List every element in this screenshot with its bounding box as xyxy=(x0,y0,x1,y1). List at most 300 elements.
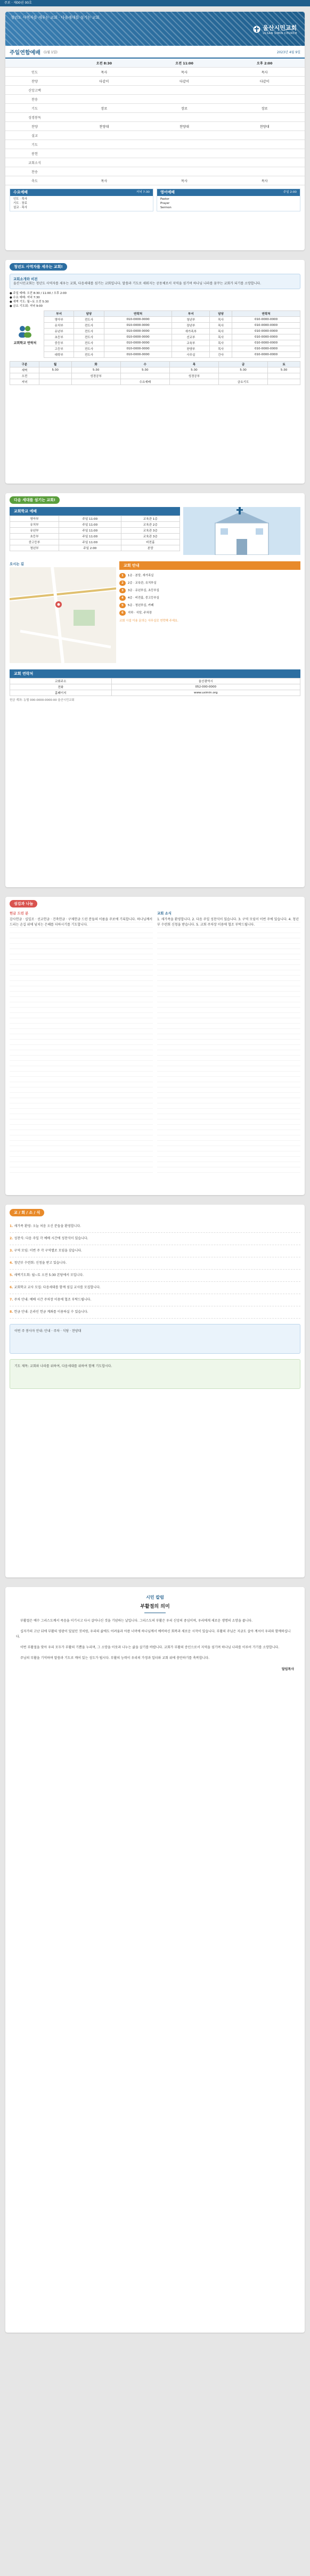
ministry-table xyxy=(10,516,180,551)
contact-row-cell: 교회주소 xyxy=(10,678,112,684)
vision-bullet: ● 수요 예배: 저녁 7:30 xyxy=(10,296,40,299)
worship-order-value: 장로 xyxy=(101,107,108,111)
schedule-row-header-cell: 구분 xyxy=(10,362,39,367)
worship-order-label: 찬양 xyxy=(31,79,38,84)
worship-order-row xyxy=(5,86,305,95)
worship-order-value: 장로 xyxy=(261,107,268,111)
news-item-text: 새벽기도회: 월~토 오전 5:30 본당에서 모입니다. xyxy=(14,1273,84,1277)
staff-row-cell: 전도사 xyxy=(74,340,104,346)
column-paragraph: 십자가의 고난 뒤에 부활의 영광이 있었던 것처럼, 우리의 삶에도 어려움과 아픔 너머에 하나님께서 예비하신 회복과 새로운 시작이 있습니다. 부활의 주님은 지금도 살아 계셔서 우리와 함께하십니다. xyxy=(16,1630,291,1639)
schedule-row-cell: 5:30 xyxy=(268,367,300,373)
schedule-row-header-cell: 금 xyxy=(218,362,267,367)
staff-row-cell: 010-0000-0000 xyxy=(104,323,172,329)
column-title: 시민 칼럼 xyxy=(146,1595,164,1600)
contact-title: 교회 연락처 xyxy=(10,669,300,678)
schedule-row-cell: 새벽 xyxy=(10,367,39,373)
news-item-number: 8. xyxy=(10,1310,14,1314)
worship-order-row xyxy=(5,176,305,185)
ministry-row-cell: 영아부 xyxy=(10,516,59,522)
ministry-card xyxy=(5,493,305,887)
column-head xyxy=(5,1587,305,1613)
step-text: 지하 · 식당, 주차장 xyxy=(127,611,152,615)
worship-title-row xyxy=(5,46,305,59)
vision-bullets xyxy=(10,291,300,308)
offering-columns xyxy=(10,911,300,1173)
worship-order-label: 기도 xyxy=(31,107,38,111)
staff-row-cell: 전도사 xyxy=(74,329,104,334)
schedule-row-cell: 5:30 xyxy=(120,367,169,373)
staff-row-cell: 중등부 xyxy=(44,340,74,346)
staff-row-cell: 목사 xyxy=(210,329,232,334)
news-item xyxy=(10,1233,300,1245)
schedule-row-header-cell: 월 xyxy=(39,362,71,367)
step-number: 6 xyxy=(119,610,126,616)
staff-row-header-cell: 담당 xyxy=(74,311,104,317)
staff-row-header-cell: 연락처 xyxy=(104,311,172,317)
worship-order-value: 다같이 xyxy=(180,79,189,84)
ministry-row-cell: 주일 11:00 xyxy=(59,522,121,528)
schedule-row-cell: 5:30 xyxy=(39,367,71,373)
step-number: 3 xyxy=(119,588,126,593)
ministry-row-cell: 교육관 3층 xyxy=(121,528,180,534)
top-bar xyxy=(0,0,310,6)
vision-bullet: ● 금요 기도회: 저녁 9:00 xyxy=(10,305,43,308)
schedule-row-cell xyxy=(268,379,300,385)
time-2: 오전 11:00 xyxy=(175,61,193,66)
step-item xyxy=(119,572,300,579)
wednesday-body xyxy=(10,196,153,211)
worship-order-row xyxy=(5,95,305,104)
column-paragraph: 이번 부활절을 맞아 우리 모두가 부활의 기쁨을 누리며, 그 소망을 이웃과 나누는 삶을 살기를 바랍니다. 교회가 부활의 증인으로서 지역을 섬기며 하나님 나라를 이루어 가기를 소망합니다. xyxy=(20,1646,280,1649)
vision-intro xyxy=(10,274,300,289)
schedule-row-header-cell: 토 xyxy=(268,362,300,367)
staff-row-cell: 목사 xyxy=(210,334,232,340)
contact-row-cell: 052-000-0000 xyxy=(111,684,300,690)
ministry-row-cell: 청년부 xyxy=(10,545,59,551)
worship-title: 주일연합예배 xyxy=(10,50,40,56)
worship-order-row xyxy=(5,140,305,149)
account-note: 헌금 계좌: 농협 000-0000-0000-00 울산시민교회 xyxy=(10,699,75,702)
schedule-row-cell: 수요예배 xyxy=(120,379,169,385)
staff-label: 교회학교 연락처 xyxy=(13,341,37,345)
map-box xyxy=(10,561,116,664)
worship-order xyxy=(5,68,305,185)
worship-order-label: 인도 xyxy=(31,70,38,75)
ministry-row-cell: 교육관 3층 xyxy=(121,534,180,539)
step-number: 2 xyxy=(119,580,126,586)
wednesday-title: 수요예배 xyxy=(13,190,28,194)
worship-order-row xyxy=(5,149,305,158)
schedule-row-cell: 5:30 xyxy=(218,367,267,373)
ministry-row-cell: 주일 11:00 xyxy=(59,539,121,545)
schedule-row-cell: 5:30 xyxy=(71,367,120,373)
contact-row-cell: www.usimin.org xyxy=(111,690,300,696)
offering-left xyxy=(10,911,153,1173)
church-name-en: ULSAN SIMIN CHURCH xyxy=(263,32,297,35)
staff-row-cell: 전도사 xyxy=(74,346,104,352)
schedule-row xyxy=(10,367,300,373)
worship-times-row xyxy=(5,59,305,68)
worship-order-value: 다같이 xyxy=(259,79,270,84)
english-title: 영어예배 xyxy=(160,190,175,194)
worship-card xyxy=(5,12,305,250)
english-line: Sermon xyxy=(160,206,172,209)
worship-order-value: 찬양대 xyxy=(99,125,109,129)
staff-row-cell: 010-0000-0000 xyxy=(232,334,300,340)
vision-intro-title: 교회소개와 비전 xyxy=(13,277,38,281)
steps-list xyxy=(119,570,300,619)
news-pill-row xyxy=(5,1205,305,1219)
worship-order-value: 장로 xyxy=(181,107,187,111)
contact-row-cell: 홈페이지 xyxy=(10,690,112,696)
offering-left-text: 감사헌금 · 십일조 · 선교헌금 · 건축헌금 · 구제헌금 드린 분들의 이름을 주보에 기록합니다. 하나님께서 드리는 손길 위에 넘치는 은혜를 더하시기를 기도합니다. xyxy=(10,917,153,1173)
staff-row-cell: 고등부 xyxy=(44,346,74,352)
staff-table xyxy=(44,310,300,358)
staff-row xyxy=(44,346,300,352)
ministry-row xyxy=(10,545,180,551)
time-1: 오전 8:30 xyxy=(96,61,112,66)
church-name: 울산시민교회 xyxy=(263,24,297,31)
worship-order-row xyxy=(5,158,305,167)
staff-row-cell: 전도사 xyxy=(74,334,104,340)
step-number: 4 xyxy=(119,595,126,601)
staff-row xyxy=(44,352,300,358)
worship-order-value: 목사 xyxy=(101,179,108,183)
ministry-row-cell: 주일 11:00 xyxy=(59,516,121,522)
news-pill: 교 / 회 / 소 / 식 xyxy=(10,1209,44,1216)
ministry-pill-row xyxy=(5,493,305,506)
ministry-list xyxy=(10,507,180,556)
ministry-row-cell: 중고등부 xyxy=(10,539,59,545)
wednesday-head xyxy=(10,189,153,196)
ministry-pill: 다음 세대를 섬기는 교회! xyxy=(10,496,60,504)
step-item xyxy=(119,579,300,587)
people-icon xyxy=(17,323,33,339)
schedule-row-cell: 금요기도 xyxy=(218,379,267,385)
staff-row-cell: 장년부 xyxy=(172,323,210,329)
worship-order-value: 찬양대 xyxy=(259,125,270,129)
ministry-row-cell: 유년부 xyxy=(10,528,59,534)
worship-order-row xyxy=(5,113,305,122)
ministry-row-cell: 유치부 xyxy=(10,522,59,528)
news-item-text: 헌금 안내: 온라인 헌금 계좌를 이용하실 수 있습니다. xyxy=(14,1310,88,1314)
worship-order-value: 목사 xyxy=(181,70,187,75)
news-item xyxy=(10,1306,300,1319)
schedule-row-cell: 오전 xyxy=(10,373,39,379)
staff-row-cell: 초등부 xyxy=(44,334,74,340)
staff-row-cell: 전도사 xyxy=(74,323,104,329)
ministry-row-cell: 교육관 2층 xyxy=(121,522,180,528)
worship-order-row xyxy=(5,131,305,140)
staff-row xyxy=(44,334,300,340)
contact-section xyxy=(10,669,300,702)
worship-order-value: 목사 xyxy=(261,179,268,183)
worship-order-value: 목사 xyxy=(181,179,187,183)
staff-row-cell: 목사 xyxy=(210,317,232,323)
schedule-row-cell xyxy=(218,373,267,379)
step-text: 1층 · 본당, 새가족실 xyxy=(127,574,154,577)
header-banner xyxy=(5,12,305,46)
staff-row-cell: 목사 xyxy=(210,340,232,346)
step-number: 1 xyxy=(119,573,126,578)
schedule-row-header xyxy=(10,362,300,367)
news-item-number: 4. xyxy=(10,1261,14,1265)
church-logo xyxy=(253,23,297,35)
staff-row-cell: 유치부 xyxy=(44,323,74,329)
wednesday-service xyxy=(10,189,153,211)
ministry-row xyxy=(10,528,180,534)
worship-order-value: 목사 xyxy=(101,70,108,75)
ministry-row-cell: 본당 xyxy=(121,545,180,551)
schedule-row-cell: 저녁 xyxy=(10,379,39,385)
english-body xyxy=(157,196,300,211)
worship-order-row xyxy=(5,167,305,176)
schedule-row-header-cell: 수 xyxy=(120,362,169,367)
schedule-row-cell: 성경공부 xyxy=(169,373,218,379)
news-list xyxy=(10,1221,300,1319)
ministry-row-cell: 초등부 xyxy=(10,534,59,539)
news-item xyxy=(10,1294,300,1306)
worship-order-row xyxy=(5,104,305,113)
staff-row-cell: 목사 xyxy=(210,346,232,352)
worship-order-value: 다같이 xyxy=(99,79,109,84)
staff-row-cell: 010-0000-0000 xyxy=(232,340,300,346)
vision-bullet: ● 주일 예배: 오전 8:30 / 11:00 / 오후 2:00 xyxy=(10,292,67,295)
steps-note: 교회 시설 이용 문의는 사무실로 연락해 주세요. xyxy=(119,619,178,623)
news-item-number: 6. xyxy=(10,1286,14,1289)
schedule-row-cell: 5:30 xyxy=(169,367,218,373)
schedule-row xyxy=(10,379,300,385)
bulletin-date: 2023년 4월 9일 xyxy=(276,50,300,54)
offering-left-title: 헌금 드린 분 xyxy=(10,911,29,915)
schedule-row-cell xyxy=(71,379,120,385)
ministry-row-cell: 주일 11:00 xyxy=(59,528,121,534)
wednesday-line: 설교 · 목사 xyxy=(13,206,27,209)
ministry-row-cell: 주일 11:00 xyxy=(59,534,121,539)
offering-right-text: 1. 새가족을 환영합니다. 2. 다음 주일 성찬식이 있습니다. 3. 구역 모임이 이번 주에 있습니다. 4. 청년부 수련회 신청을 받습니다. 5. 교회 주차장 이용에 협조 부탁드립니다. xyxy=(157,917,300,1173)
staff-row-cell: 대학부 xyxy=(44,352,74,358)
prayer-text: 기도 제목: 교회와 나라를 위하여, 다음세대를 위하여 함께 기도합시다. xyxy=(14,1364,112,1368)
news-item xyxy=(10,1221,300,1233)
offering-right xyxy=(157,911,300,1173)
english-line: Pastor xyxy=(160,198,169,201)
staff-row-cell: 010-0000-0000 xyxy=(104,352,172,358)
church-photo xyxy=(183,507,300,556)
news-item xyxy=(10,1257,300,1270)
english-time: 주일 2:00 xyxy=(283,191,297,194)
english-head xyxy=(157,189,300,196)
worship-order-row xyxy=(5,68,305,77)
worship-order-label: 설교 xyxy=(31,134,38,138)
english-service xyxy=(157,189,300,211)
vision-bullet-text: 새벽 기도: 월~토 오전 5:30 xyxy=(13,300,49,304)
ministry-row xyxy=(10,522,180,528)
wednesday-line: 기도 · 장로 xyxy=(13,202,27,205)
slogan: 청년도 사역자를 세우는 교회 · 다음세대를 섬기는 교회 xyxy=(11,15,100,20)
ministry-list-title: 교회학교 예배 xyxy=(10,507,180,516)
news-item-number: 2. xyxy=(10,1237,14,1240)
staff-row-header xyxy=(44,311,300,317)
column-subtitle: 부활절의 의미 xyxy=(140,1604,170,1609)
staff-row xyxy=(44,323,300,329)
offering-card xyxy=(5,897,305,1195)
map-image xyxy=(10,567,116,663)
offering-pill: 섬김과 나눔 xyxy=(10,900,37,907)
staff-row-cell: 선교부 xyxy=(172,334,210,340)
staff-row-cell: 목사 xyxy=(210,323,232,329)
ministry-row-cell: 주일 2:00 xyxy=(59,545,121,551)
vision-pill-row xyxy=(5,260,305,273)
vision-bullet: ● 새벽 기도: 월~토 오전 5:30 xyxy=(10,300,49,304)
staff-row-cell: 010-0000-0000 xyxy=(232,323,300,329)
contact-row xyxy=(10,684,300,690)
schedule-row xyxy=(10,373,300,379)
worship-subtitle: (1월 1일) xyxy=(43,50,58,54)
schedule-row-cell xyxy=(39,373,71,379)
map-title: 오시는 길 xyxy=(10,562,24,566)
staff-row-cell: 영아부 xyxy=(44,317,74,323)
step-item xyxy=(119,587,300,594)
step-item xyxy=(119,602,300,609)
map-and-steps xyxy=(10,561,300,664)
staff-row-cell: 교육부 xyxy=(172,340,210,346)
ministry-row-cell: 교육관 1층 xyxy=(121,516,180,522)
news-item-text: 청년부 수련회: 신청을 받고 있습니다. xyxy=(14,1261,67,1265)
schedule-section xyxy=(10,361,300,385)
staff-section xyxy=(10,310,300,358)
steps-title: 교회 안내 xyxy=(119,561,300,570)
offering-pill-row xyxy=(5,897,305,910)
contact-row xyxy=(10,678,300,684)
prayer-box xyxy=(10,1359,300,1389)
staff-row-cell: 010-0000-0000 xyxy=(104,334,172,340)
worship-order-row xyxy=(5,122,305,131)
staff-row-cell: 사무실 xyxy=(172,352,210,358)
english-line: Prayer xyxy=(160,202,170,205)
volunteer-box xyxy=(10,1324,300,1354)
staff-row xyxy=(44,317,300,323)
column-paragraph: 부활절은 예수 그리스도께서 죽음을 이기시고 다시 살아나신 것을 기념하는 날입니다. 그리스도의 부활은 우리 신앙의 중심이며, 우리에게 새로운 생명의 소망을 줍니다. xyxy=(20,1619,253,1623)
news-item-text: 구역 모임: 이번 주 각 구역별로 모임을 갖습니다. xyxy=(14,1249,82,1253)
worship-order-value: 찬양대 xyxy=(180,125,189,129)
staff-row-cell: 간사 xyxy=(210,352,232,358)
news-item xyxy=(10,1270,300,1282)
column-signature: 담임목사 xyxy=(281,1667,294,1671)
staff-row xyxy=(44,329,300,334)
schedule-row-cell xyxy=(39,379,71,385)
news-item-number: 5. xyxy=(10,1273,14,1277)
news-item-number: 1. xyxy=(10,1224,14,1228)
volunteer-text: 이번 주 봉사자 안내: 안내 · 주차 · 식당 · 찬양대 xyxy=(14,1329,81,1333)
schedule-table xyxy=(10,361,300,385)
wednesday-line: 인도 · 목사 xyxy=(13,198,27,201)
staff-row-cell: 010-0000-0000 xyxy=(232,317,300,323)
staff-row-cell: 010-0000-0000 xyxy=(104,346,172,352)
staff-row-header-cell: 연락처 xyxy=(232,311,300,317)
staff-row-cell: 전도사 xyxy=(74,317,104,323)
cross-icon xyxy=(253,26,260,33)
step-text: 2층 · 교육관, 유치부실 xyxy=(127,582,157,585)
step-number: 5 xyxy=(119,603,126,608)
worship-order-label: 찬송 xyxy=(31,97,38,102)
worship-order-label: 찬송 xyxy=(31,170,38,174)
vision-bullet-text: 금요 기도회: 저녁 9:00 xyxy=(13,305,43,308)
worship-order-label: 기도 xyxy=(31,143,38,147)
ministry-row xyxy=(10,534,180,539)
staff-row-cell: 010-0000-0000 xyxy=(232,329,300,334)
staff-row-cell: 청년부 xyxy=(172,317,210,323)
worship-order-label: 성경봉독 xyxy=(28,116,41,120)
news-item-text: 새가족 환영: 오늘 처음 오신 분들을 환영합니다. xyxy=(14,1224,81,1228)
worship-order-label: 신앙고백 xyxy=(28,88,41,93)
news-item xyxy=(10,1282,300,1294)
column-paragraph: 주님의 부활을 기억하며 말씀과 기도로 깨어 있는 성도가 됩시다. 부활의 능력이 우리의 가정과 일터와 교회 위에 충만하기를 축복합니다. xyxy=(20,1656,210,1660)
schedule-row-header-cell: 화 xyxy=(71,362,120,367)
staff-row-cell: 010-0000-0000 xyxy=(104,317,172,323)
step-text: 5층 · 청년부실, 카페 xyxy=(127,604,154,607)
offering-right-title: 교회 소식 xyxy=(157,911,172,915)
staff-row-cell: 찬양부 xyxy=(172,346,210,352)
worship-order-label: 교회소식 xyxy=(28,161,41,165)
staff-row-header-cell: 부서 xyxy=(172,311,210,317)
step-item xyxy=(119,594,300,602)
worship-order-label: 찬양 xyxy=(31,125,38,129)
contact-table xyxy=(10,678,300,696)
vision-intro-text: 울산시민교회는 청년도 사역자를 세우는 교회, 다음세대를 섬기는 교회입니다. 말씀과 기도로 세워지는 공동체로서 지역을 섬기며 하나님 나라를 꿈꾸는 교회가 되기를 소망합니다. xyxy=(13,282,262,285)
news-item xyxy=(10,1245,300,1257)
news-item-text: 성찬식: 다음 주일 각 예배 시간에 성찬식이 있습니다. xyxy=(14,1237,88,1240)
schedule-row-cell xyxy=(268,373,300,379)
staff-row-cell: 010-0000-0000 xyxy=(232,352,300,358)
ministry-top xyxy=(10,507,300,556)
vision-card xyxy=(5,260,305,484)
staff-row-cell: 010-0000-0000 xyxy=(232,346,300,352)
schedule-row-cell: 성경공부 xyxy=(71,373,120,379)
contact-row xyxy=(10,690,300,696)
vision-bullet-text: 주일 예배: 오전 8:30 / 11:00 / 오후 2:00 xyxy=(13,292,67,295)
step-item xyxy=(119,609,300,617)
step-text: 3층 · 유년부실, 초등부실 xyxy=(127,589,159,592)
staff-row-header-cell: 부서 xyxy=(44,311,74,317)
staff-row-cell: 전도사 xyxy=(74,352,104,358)
column-body xyxy=(5,1616,305,1673)
news-card xyxy=(5,1205,305,1577)
time-3: 오후 2:00 xyxy=(256,61,273,66)
schedule-row-header-cell: 목 xyxy=(169,362,218,367)
staff-label-box xyxy=(10,310,40,358)
schedule-row-cell xyxy=(169,379,218,385)
ministry-row xyxy=(10,516,180,522)
contact-row-cell: 울산광역시 xyxy=(111,678,300,684)
wednesday-time: 저녁 7:30 xyxy=(136,191,150,194)
ministry-row-cell: 비전홀 xyxy=(121,539,180,545)
church-building-image xyxy=(183,507,300,555)
staff-row xyxy=(44,340,300,346)
column-card xyxy=(5,1587,305,2333)
staff-row-cell: 유년부 xyxy=(44,329,74,334)
schedule-row-cell xyxy=(120,373,169,379)
worship-order-label: 축도 xyxy=(31,179,38,183)
worship-order-label: 봉헌 xyxy=(31,152,38,156)
steps-box xyxy=(119,561,300,664)
contact-row-cell: 전화 xyxy=(10,684,112,690)
news-item-number: 7. xyxy=(10,1298,14,1302)
staff-row-cell: 010-0000-0000 xyxy=(104,340,172,346)
vision-pill: 청년도 사역자를 세우는 교회! xyxy=(10,263,67,271)
staff-row-cell: 새가족부 xyxy=(172,329,210,334)
sub-services xyxy=(5,185,305,215)
ministry-row xyxy=(10,539,180,545)
